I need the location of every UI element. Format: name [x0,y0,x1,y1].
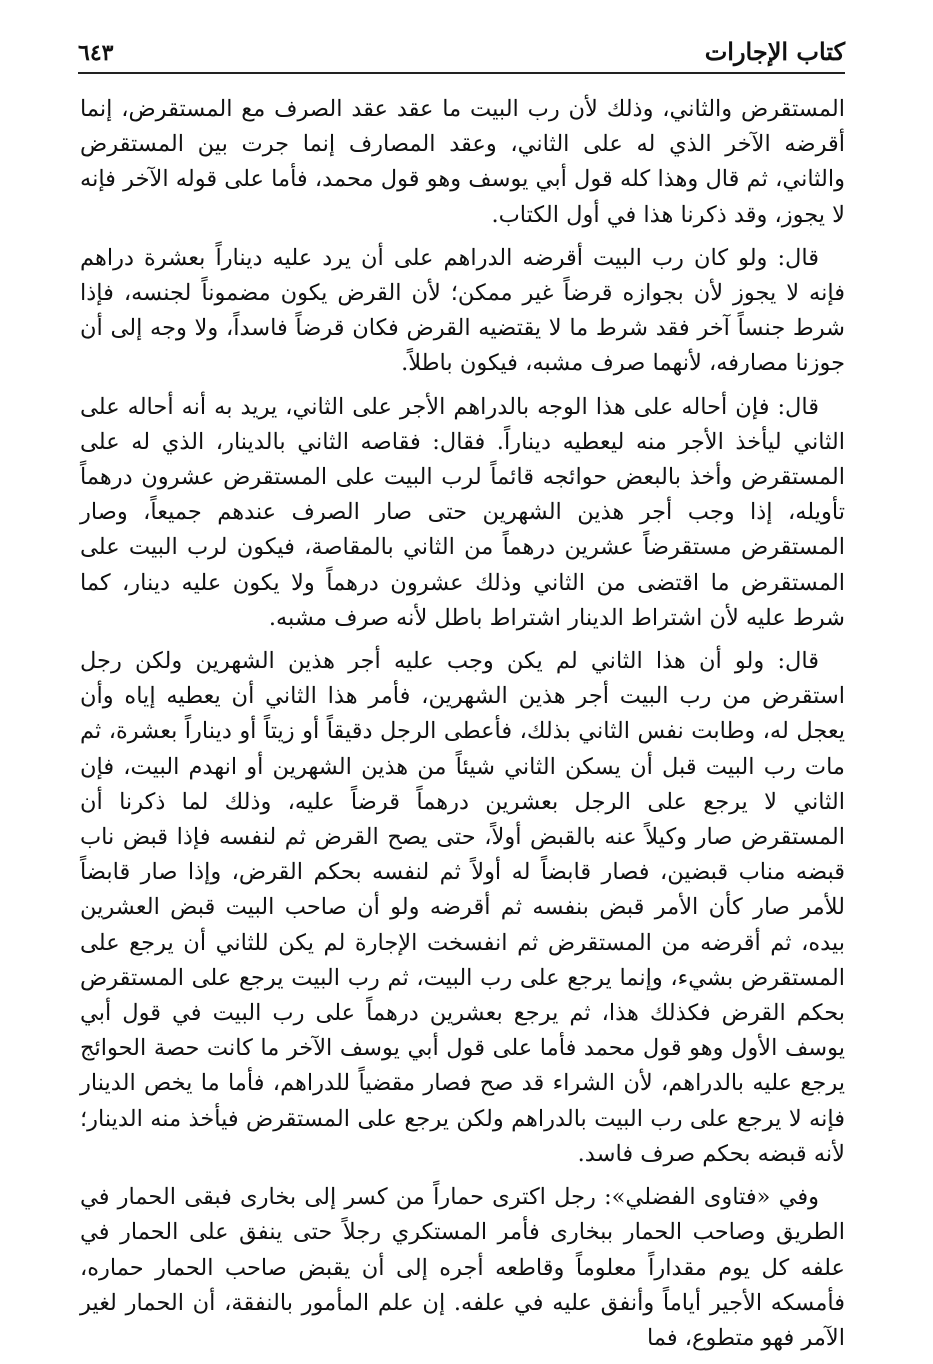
paragraph: وفي «فتاوى الفضلي»: رجل اكترى حماراً من كسر إلى بخارى فبقى الحمار في الطريق وصاحب الحمار ببخارى فأمر المستكري رجلاً حتى ينفق على الحمار في علفه كل يوم مقداراً معلوماً وقاطعه أجره إلى أن يقبض صاحب الحمار حماره، فأمسكه الأجير أياماً وأنفق عليه في علفه. إن علم المأمور بالنفقة، أن الحمار لغير الآمر فهو متطوع، فما [80,1184,845,1351]
paragraph: قال: فإن أحاله على هذا الوجه بالدراهم الأجر على الثاني، يريد به أنه أحاله على الثاني ليأخذ الأجر منه ليعطيه ديناراً. فقال: فقاصه الثاني بالدينار، الذي له على المستقرض وأخذ بالبعض حوائجه قائماً لرب البيت على المستقرض عشرون درهماً تأويله، إذا وجب أجر هذين الشهرين حتى صار الصرف عندهم جميعاً، وصار المستقرض مستقرضاً عشرين درهماً من الثاني بالمقاصة، فيكون لرب البيت على المستقرض ما اقتضى من الثاني وذلك عشرون درهماً ولا يكون عليه دينار، كما شرط عليه لأن اشتراط الدينار اشتراط باطل لأنه صرف مشبه. [80,393,845,631]
page-number: ٦٤٣ [78,40,114,66]
page-body [80,92,845,1364]
page-header [78,28,845,74]
paragraph: قال: ولو أن هذا الثاني لم يكن وجب عليه أجر هذين الشهرين ولكن رجل استقرض من رب البيت أجر هذين الشهرين، فأمر هذا الثاني أن يعطيه إياه وأن يعجل له، وطابت نفس الثاني بذلك، فأعطى الرجل دقيقاً أو زيتاً أو ديناراً بعشرة، ثم مات رب البيت قبل أن يسكن الثاني شيئاً من هذين الشهرين أو انهدم البيت، فإن الثاني لا يرجع على الرجل بعشرين درهماً قرضاً عليه، وذلك لما ذكرنا أن المستقرض صار وكيلاً عنه بالقبض أولاً، حتى يصح القرض ثم لنفسه فإذا قبض ناب قبضه مناب قبضين، فصار قابضاً له أولاً ثم لنفسه بحكم القرض، وإذا صار قابضاً للأمر صار كأن الأمر قبض بنفسه ثم أقرضه ولو أن صاحب البيت قبض العشرين بيده، ثم أقرضه من المستقرض ثم انفسخت الإجارة لم يكن للثاني أن يرجع على المستقرض بشيء، وإنما يرجع على رب البيت، ثم رب البيت يرجع على المستقرض بحكم القرض فكذلك هذا، ثم يرجع بعشرين درهماً على رب البيت في قول أبي يوسف الأول وهو قول محمد فأما على قول أبي يوسف الآخر ما كانت حصة الحوائج يرجع عليه بالدراهم، لأن الشراء قد صح فصار مقضياً للدراهم، فأما ما يخص الدينار فإنه لا يرجع على رب البيت بالدراهم ولكن يرجع على المستقرض فيأخذ منه الدينار؛ لأنه قبضه بحكم صرف فاسد. [80,648,845,1167]
chapter-title: كتاب الإجارات [704,37,845,66]
paragraph: قال: ولو كان رب البيت أقرضه الدراهم على أن يرد عليه ديناراً بعشرة دراهم فإنه لا يجوز لأن بجوازه قرضاً غير ممكن؛ لأن القرض يكون مضموناً لجنسه، فإذا شرط جنساً آخر فقد شرط ما لا يقتضيه القرض فكان قرضاً فاسداً، ولا وجه إلى أن جوزنا مصارفه، لأنهما صرف مشبه، فيكون باطلاً. [80,244,845,377]
paragraph-continuation: المستقرض والثاني، وذلك لأن رب البيت ما عقد عقد الصرف مع المستقرض، إنما أقرضه الآخر الذي له على الثاني، وعقد المصارف إنما جرت بين المستقرض والثاني، ثم قال وهذا كله قول أبي يوسف وهو قول محمد، فأما على قوله الآخر فإنه لا يجوز، وقد ذكرنا هذا في أول الكتاب. [80,96,845,228]
